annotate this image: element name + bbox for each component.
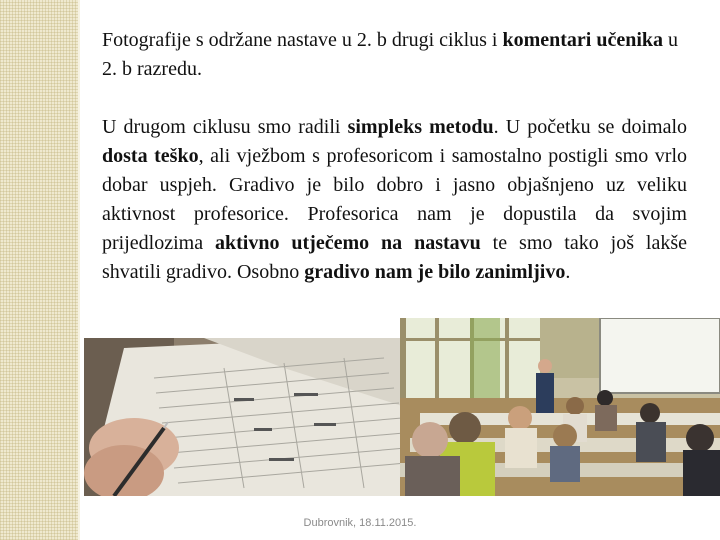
body-bold-2: dosta teško xyxy=(102,145,199,167)
footer-date: Dubrovnik, 18.11.2015. xyxy=(303,517,417,529)
body-text-5: . xyxy=(565,261,571,283)
photo-classroom xyxy=(400,318,720,496)
photo-classroom-illustration xyxy=(400,318,720,496)
side-strip-edge xyxy=(78,0,80,540)
body-bold-3: aktivno utječemo na nastavu xyxy=(215,232,481,254)
comment-paragraph xyxy=(102,113,687,287)
intro-paragraph xyxy=(102,26,687,84)
photo-student-writing xyxy=(84,338,408,496)
body-bold-4: gradivo nam je bilo zanimljivo xyxy=(304,261,566,283)
body-text-3: , ali vježbom s profesoricom i samostalno postigli smo vrlo dobar uspjeh. Gradivo je bilo dobro i jasno objašnjeno uz veliku aktivnost profesorice. Profesorica nam je dopustila da svojim prijedlozima xyxy=(102,145,687,254)
intro-bold-1: komentari učenika xyxy=(502,29,664,51)
intro-text-1: Fotografije s održane nastave u 2. b drugi ciklus i xyxy=(102,29,503,51)
decorative-side-strip xyxy=(0,0,78,540)
body-text-1: U drugom ciklusu smo radili xyxy=(102,116,348,138)
intro-text-2: u 2. b razredu. xyxy=(102,29,679,80)
body-text-2: . U početku se doimalo xyxy=(493,116,688,138)
body-bold-1: simpleks metodu xyxy=(347,116,494,138)
photo-writing-illustration xyxy=(84,338,408,496)
body-text-4: te smo tako još lakše shvatili gradivo. Osobno xyxy=(102,232,687,283)
